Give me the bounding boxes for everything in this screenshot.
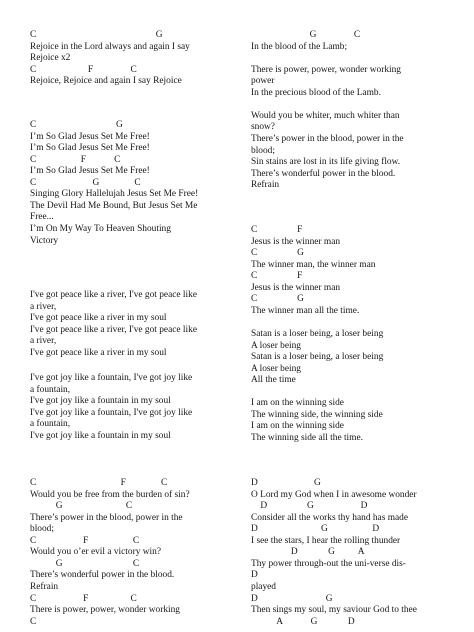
lyric-line: C F C	[30, 154, 121, 165]
lyric-line: blood;	[251, 145, 275, 156]
lyric-line: In the precious blood of the Lamb.	[251, 87, 381, 98]
lyric-line: There’s power in the blood, power in the	[251, 133, 404, 144]
lyric-line: D G	[251, 593, 333, 604]
lyric-line: Sin stains are lost in its life giving flow.	[251, 157, 401, 168]
lyric-line: Free...	[30, 212, 54, 223]
lyric-line: C	[30, 616, 37, 627]
lyric-line: C F	[251, 271, 303, 282]
lyric-line: C G	[30, 30, 163, 40]
lyric-line: There’s wonderful power in the blood.	[30, 570, 175, 581]
lyric-line: Would you o’er evil a victory win?	[30, 547, 161, 558]
lyric-line: C F C	[30, 535, 140, 546]
lyric-line: I've got peace like a river, I've got peace like	[30, 290, 197, 300]
lyric-line: a fountain,	[30, 419, 71, 430]
lyric-line: I've got joy like a fountain, I've got joy like	[30, 407, 193, 418]
lyric-line: All the time	[251, 375, 296, 386]
lyric-line: Satan is a loser being, a loser being	[251, 328, 384, 339]
lyric-line: I’m So Glad Jesus Set Me Free!	[30, 143, 150, 154]
lyric-line: I’m So Glad Jesus Set Me Free!	[30, 131, 150, 142]
lyric-line: Singing Glory Hallelujah Jesus Set Me Free!	[30, 189, 199, 200]
lyric-line: I've got peace like a river, I've got peace like	[30, 324, 197, 335]
lyric-line: I've got joy like a fountain in my soul	[30, 396, 171, 407]
lyric-line: Then sings my soul, my saviour God to thee	[251, 605, 417, 616]
lyric-line: played	[251, 581, 276, 592]
lyric-line: G C	[30, 558, 140, 569]
lyric-line: Thy power through-out the uni-verse dis-	[251, 558, 406, 569]
lyric-line: a river,	[30, 301, 57, 312]
lyric-line: In the blood of the Lamb;	[251, 41, 348, 52]
lyric-line: a fountain,	[30, 384, 71, 395]
lyric-line: blood;	[30, 524, 54, 535]
lyric-line: D G	[251, 478, 321, 488]
lyric-line: Refrain	[30, 581, 59, 592]
lyric-line: I see the stars, I hear the rolling thunder	[251, 535, 401, 546]
lyric-line: There is power, power, wonder working	[30, 605, 180, 616]
lyric-line: I am on the winning side	[251, 398, 344, 409]
lyric-line: Satan is a loser being, a loser being	[251, 352, 384, 363]
lyric-line: Jesus is the winner man	[251, 282, 341, 293]
lyric-line: A loser being	[251, 363, 301, 374]
lyric-line: There’s power in the blood, power in the	[30, 512, 183, 523]
lyric-line: I am on the winning side	[251, 421, 344, 432]
lyric-line: Rejoice in the Lord always and again I say	[30, 41, 190, 52]
lyric-line: The Devil Had Me Bound, But Jesus Set Me	[30, 200, 198, 211]
lyric-line: I've got joy like a fountain, I've got joy like	[30, 373, 193, 383]
lyric-line: D G D	[251, 501, 368, 512]
lyric-line: I've got peace like a river in my soul	[30, 313, 167, 324]
lyric-line: Refrain	[251, 180, 280, 191]
lyric-line: I've got joy like a fountain in my soul	[30, 430, 171, 441]
lyric-line: The winning side all the time.	[251, 432, 363, 443]
lyric-line: Rejoice, Rejoice and again I say Rejoice	[30, 76, 182, 87]
lyric-line: Jesus is the winner man	[251, 236, 341, 247]
lyric-line: C G	[30, 120, 123, 130]
lyric-line: C G C	[30, 177, 141, 188]
lyric-line: power	[251, 76, 275, 87]
lyric-line: G C	[251, 30, 361, 40]
lyric-line: The winning side, the winning side	[251, 409, 383, 420]
lyric-line: A loser being	[251, 340, 301, 351]
lyric-line: I’m On My Way To Heaven Shouting	[30, 223, 171, 234]
lyric-line: Would you be free from the burden of sin?	[30, 489, 190, 500]
lyric-line: C F C	[30, 593, 137, 604]
lyric-line: O Lord my God when I in awesome wonder	[251, 489, 417, 500]
lyric-line: a river,	[30, 336, 57, 347]
lyric-line: I’m So Glad Jesus Set Me Free!	[30, 166, 150, 177]
lyric-line: C F C	[30, 478, 168, 488]
lyric-line: Would you be whiter, much whiter than	[251, 110, 400, 121]
lyric-line: C G	[251, 294, 304, 305]
lyric-line: The winner man all the time.	[251, 305, 360, 316]
lyric-line: C F C	[30, 64, 137, 75]
lyric-line: I've got peace like a river in my soul	[30, 347, 167, 358]
lyric-line: snow?	[251, 122, 275, 133]
lyric-line: D G D	[251, 524, 380, 535]
lyric-line: Consider all the works thy hand has made	[251, 512, 408, 523]
lyric-line: Rejoice x2	[30, 53, 71, 64]
lyric-line: Victory	[30, 235, 59, 246]
lyric-line: D	[251, 570, 258, 581]
lyric-line: D G A	[251, 547, 365, 558]
lyric-line: C G	[251, 248, 304, 259]
lyric-line: G C	[30, 501, 133, 512]
lyric-line: C F	[251, 225, 303, 235]
lyric-line: There’s wonderful power in the blood.	[251, 168, 396, 179]
lyric-line: The winner man, the winner man	[251, 259, 376, 270]
lyric-line: A G D	[251, 616, 355, 627]
lyric-line: There is power, power, wonder working	[251, 64, 401, 75]
